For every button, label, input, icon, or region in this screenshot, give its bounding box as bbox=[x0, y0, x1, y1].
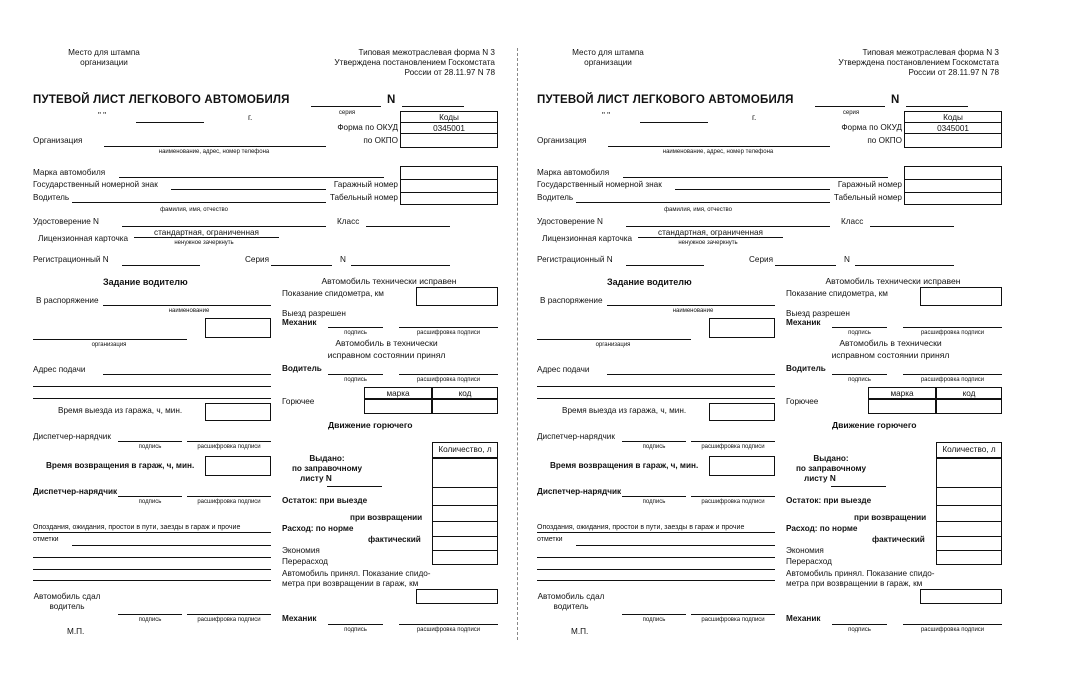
garage-number-label: Гаражный номер bbox=[837, 180, 902, 189]
accepted-odometer-label: Автомобиль принял. Показание спидо- метра при возвращении в гараж, км bbox=[282, 569, 431, 588]
disposal-label: В распоряжение bbox=[36, 296, 99, 305]
issued-label: Выдано: по заправочному листу N bbox=[291, 454, 363, 483]
okud-label: Форма по ОКУД bbox=[841, 123, 902, 132]
tech-driver-label: Водитель bbox=[786, 364, 826, 373]
series-label: Серия bbox=[245, 255, 270, 264]
tab-number-label: Табельный номер bbox=[833, 193, 902, 202]
card-hint: ненужное зачеркнуть bbox=[678, 240, 738, 246]
day-quotes: " " bbox=[602, 111, 611, 120]
class-field[interactable] bbox=[366, 226, 450, 227]
fuel-code-header: код bbox=[432, 387, 498, 399]
series-field[interactable] bbox=[775, 265, 836, 266]
card-options: стандартная, ограниченная bbox=[154, 228, 259, 237]
economy-label: Экономия bbox=[282, 546, 320, 555]
year-suffix: г. bbox=[752, 113, 757, 122]
departure-time-box[interactable] bbox=[709, 403, 775, 421]
address-field[interactable] bbox=[103, 374, 271, 375]
organization-field[interactable] bbox=[104, 146, 326, 147]
handover-decoding[interactable] bbox=[691, 614, 775, 615]
tech-driver-signature[interactable] bbox=[832, 374, 887, 375]
mechanic-decoding[interactable] bbox=[399, 327, 498, 328]
return-time-label: Время возвращения в гараж, ч, мин. bbox=[550, 461, 699, 470]
dispatcher-label: Диспетчер-нарядчик bbox=[33, 432, 111, 441]
day-quotes: " " bbox=[98, 111, 107, 120]
remain-exit-label: Остаток: при выезде bbox=[282, 496, 368, 505]
odometer-box[interactable] bbox=[920, 287, 1002, 306]
task-title: Задание водителю bbox=[103, 277, 188, 287]
vehicle-brand-field[interactable] bbox=[119, 177, 384, 178]
departure-time-label: Время выезда из гаража, ч, мин. bbox=[58, 406, 183, 415]
vehicle-brand-field[interactable] bbox=[623, 177, 888, 178]
license-field[interactable] bbox=[122, 226, 326, 227]
vehicle-brand-label: Марка автомобиля bbox=[537, 168, 610, 177]
stamp-place-text: Место для штампа организации bbox=[572, 48, 644, 67]
tech-driver-label: Водитель bbox=[282, 364, 322, 373]
odometer-label: Показание спидометра, км bbox=[786, 289, 888, 298]
fuel-qty-column[interactable] bbox=[432, 458, 498, 565]
dispatcher2-decoding[interactable] bbox=[691, 496, 775, 497]
disposal-hint: наименование bbox=[672, 308, 714, 314]
disposal-code-box[interactable] bbox=[205, 318, 271, 338]
class-field[interactable] bbox=[870, 226, 954, 227]
fuel-code-header: код bbox=[936, 387, 1002, 399]
n-label: N bbox=[340, 255, 346, 264]
tech-driver-decoding[interactable] bbox=[399, 374, 498, 375]
mechanic-decoding[interactable] bbox=[903, 327, 1002, 328]
handover-label: Автомобиль сдал водитель bbox=[537, 592, 605, 611]
page-title: ПУТЕВОЙ ЛИСТ ЛЕГКОВОГО АВТОМОБИЛЯ bbox=[33, 94, 290, 106]
odometer-box[interactable] bbox=[416, 287, 498, 306]
form-info-text: Типовая межотраслевая форма N 3 Утверждена постановлением Госкомстата России от 28.11.97 N 78 bbox=[838, 48, 999, 77]
disposal-label: В распоряжение bbox=[540, 296, 603, 305]
return-odometer-box[interactable] bbox=[416, 589, 498, 604]
license-label: Удостоверение N bbox=[537, 217, 603, 226]
dispatcher-signature[interactable] bbox=[118, 441, 182, 442]
garage-tab-box bbox=[904, 166, 1002, 205]
handover-label: Автомобиль сдал водитель bbox=[33, 592, 101, 611]
mechanic-signature[interactable] bbox=[832, 327, 887, 328]
n-label: N bbox=[844, 255, 850, 264]
fuel-movement-title: Движение горючего bbox=[328, 420, 413, 430]
registration-label: Регистрационный N bbox=[537, 255, 613, 264]
registration-field[interactable] bbox=[626, 265, 704, 266]
registration-field[interactable] bbox=[122, 265, 200, 266]
number-field[interactable] bbox=[402, 106, 464, 107]
fuel-card-number-field[interactable] bbox=[831, 486, 886, 487]
signature-hint: подпись bbox=[138, 444, 162, 450]
organization-label: Организация bbox=[537, 136, 587, 145]
okpo-field[interactable] bbox=[400, 133, 498, 148]
driver-hint: фамилия, имя, отчество bbox=[664, 207, 732, 213]
issued-label: Выдано: по заправочному листу N bbox=[795, 454, 867, 483]
mechanic2-decoding[interactable] bbox=[903, 624, 1002, 625]
card-hint: ненужное зачеркнуть bbox=[174, 240, 234, 246]
exit-allowed-label: Выезд разрешен bbox=[282, 309, 346, 318]
license-field[interactable] bbox=[626, 226, 830, 227]
mechanic2-signature[interactable] bbox=[832, 624, 887, 625]
plate-label: Государственный номерной знак bbox=[537, 180, 662, 189]
mechanic2-label: Механик bbox=[282, 614, 317, 623]
consumption-norm-label: Расход: по норме bbox=[282, 524, 354, 533]
mechanic2-signature[interactable] bbox=[328, 624, 383, 625]
fuel-qty-column[interactable] bbox=[936, 458, 1002, 565]
notes-label: Опоздания, ожидания, простои в пути, заезды в гараж и прочие bbox=[33, 524, 241, 531]
okpo-label: по ОКПО bbox=[363, 136, 398, 145]
plate-field[interactable] bbox=[675, 189, 830, 190]
odometer-label: Показание спидометра, км bbox=[282, 289, 384, 298]
address-label: Адрес подачи bbox=[33, 365, 86, 374]
series-hint: серия bbox=[338, 110, 356, 116]
okpo-field[interactable] bbox=[904, 133, 1002, 148]
registration-label: Регистрационный N bbox=[33, 255, 109, 264]
codes-header: Коды bbox=[904, 111, 1002, 123]
departure-time-label: Время выезда из гаража, ч, мин. bbox=[562, 406, 687, 415]
qty-header: Количество, л bbox=[936, 442, 1002, 458]
disposal-hint: наименование bbox=[168, 308, 210, 314]
class-label: Класс bbox=[337, 217, 360, 226]
return-odometer-box[interactable] bbox=[920, 589, 1002, 604]
dispatcher-decoding[interactable] bbox=[187, 441, 271, 442]
driver-field[interactable] bbox=[576, 202, 830, 203]
notes-label: Опоздания, ожидания, простои в пути, заезды в гараж и прочие bbox=[537, 524, 745, 531]
overrun-label: Перерасход bbox=[786, 557, 832, 566]
fuel-label: Горючее bbox=[786, 397, 819, 406]
tab-number-label: Табельный номер bbox=[329, 193, 398, 202]
accepted-odometer-label: Автомобиль принял. Показание спидо- метра при возвращении в гараж, км bbox=[786, 569, 935, 588]
fuel-brand-field[interactable] bbox=[868, 399, 936, 414]
dispatcher-label: Диспетчер-нарядчик bbox=[537, 432, 615, 441]
disposal-code-box[interactable] bbox=[709, 318, 775, 338]
plate-field[interactable] bbox=[171, 189, 326, 190]
decoding-hint: расшифровка подписи bbox=[701, 444, 765, 450]
organization-task-hint: организация bbox=[91, 342, 127, 348]
date-field[interactable] bbox=[136, 122, 204, 123]
consumption-actual-label: фактический bbox=[872, 535, 925, 544]
decoding-hint: расшифровка подписи bbox=[197, 444, 261, 450]
dispatcher2-label: Диспетчер-нарядчик bbox=[33, 487, 118, 496]
form-info-text: Типовая межотраслевая форма N 3 Утверждена постановлением Госкомстата России от 28.11.97 N 78 bbox=[334, 48, 495, 77]
garage-number-label: Гаражный номер bbox=[333, 180, 398, 189]
organization-field[interactable] bbox=[608, 146, 830, 147]
overrun-label: Перерасход bbox=[282, 557, 328, 566]
notes-field[interactable] bbox=[72, 545, 271, 546]
okud-value: 0345001 bbox=[904, 122, 1002, 134]
remain-return-label: при возвращении bbox=[854, 513, 927, 522]
driver-label: Водитель bbox=[33, 193, 70, 202]
fuel-label: Горючее bbox=[282, 397, 315, 406]
tech-driver-signature[interactable] bbox=[328, 374, 383, 375]
organization-hint: наименование, адрес, номер телефона bbox=[158, 149, 270, 155]
stamp-place-text: Место для штампа организации bbox=[68, 48, 140, 67]
return-time-box[interactable] bbox=[709, 456, 775, 476]
notes-label-2: отметки bbox=[33, 536, 59, 543]
number-label: N bbox=[891, 94, 900, 106]
waybill-form-left: Место для штампа организации Типовая межотраслевая форма N 3 Утверждена постановлением Госкомстата России от 28.11.97 N 78 ПУТЕВОЙ ЛИСТ ЛЕГКОВОГО АВТОМОБИЛЯ N серия " " г. Коды Форма по ОКУД 0345001 по ОКПО Организация наименование, адрес, номер телефона Марка автомобиля Государственный номерной знак Гаражный номер Водитель Табельный номер фамилия, имя, отчество Удостоверение N Класс Лицензионная карточка стандартная, ограниченная ненужное зачеркнуть Регистрационный N Серия N Задание водителю В распоряжение наименование организация Адрес подачи Время выезда из гаража, ч, мин. Диспетчер-нарядчик подпись расшифровка подписи Время возвращения в гараж, ч, мин. Диспетчер-нарядчик подпись расшифровка подписи Опоздания, ожидания, простои в пути, заезды в гараж и прочие отметки Автомобиль сдал водитель подпись расшифровка подписи М.П. Автомобиль технически исправен Показание спидометра, км Выезд разрешен Механик подпись расшифровка подписи Автомобиль в технически исправном состоянии принял Водитель подпись расшифровка подписи Горючее марка код Движение горючего Количество, л Выдано: по заправочному листу N Остаток: при выезде при возвращении Расход: по норме фактический Экономия Перерасход Автомобиль принял. Показание спидо- метра при возвращении в гараж, км Механик подпись расшифровка подписи bbox=[14, 0, 514, 698]
fuel-brand-field[interactable] bbox=[364, 399, 432, 414]
tech-ok-title: Автомобиль технически исправен bbox=[321, 276, 457, 286]
departure-time-box[interactable] bbox=[205, 403, 271, 421]
page-title: ПУТЕВОЙ ЛИСТ ЛЕГКОВОГО АВТОМОБИЛЯ bbox=[537, 94, 794, 106]
disposal-field[interactable] bbox=[607, 305, 775, 306]
return-time-label: Время возвращения в гараж, ч, мин. bbox=[46, 461, 195, 470]
task-title: Задание водителю bbox=[607, 277, 692, 287]
driver-field[interactable] bbox=[72, 202, 326, 203]
accepted-title: Автомобиль в технически исправном состоянии принял bbox=[327, 338, 446, 360]
notes-label-2: отметки bbox=[537, 536, 563, 543]
driver-hint: фамилия, имя, отчество bbox=[160, 207, 228, 213]
plate-label: Государственный номерной знак bbox=[33, 180, 158, 189]
fuel-brand-header: марка bbox=[868, 387, 936, 399]
vehicle-brand-label: Марка автомобиля bbox=[33, 168, 106, 177]
mechanic-label: Механик bbox=[282, 318, 317, 327]
remain-exit-label: Остаток: при выезде bbox=[786, 496, 872, 505]
tech-ok-title: Автомобиль технически исправен bbox=[825, 276, 961, 286]
waybill-form-right: Место для штампа организации Типовая межотраслевая форма N 3 Утверждена постановлением Госкомстата России от 28.11.97 N 78 ПУТЕВОЙ ЛИСТ ЛЕГКОВОГО АВТОМОБИЛЯ N серия " " г. Коды Форма по ОКУД 0345001 по ОКПО Организация наименование, адрес, номер телефона Марка автомобиля Государственный номерной знак Гаражный номер Водитель Табельный номер фамилия, имя, отчество Удостоверение N Класс Лицензионная карточка стандартная, ограниченная ненужное зачеркнуть Регистрационный N Серия N Задание водителю В распоряжение наименование организация Адрес подачи Время выезда из гаража, ч, мин. Диспетчер-нарядчик подпись расшифровка подписи Время возвращения в гараж, ч, мин. Диспетчер-нарядчик подпись расшифровка подписи Опоздания, ожидания, простои в пути, заезды в гараж и прочие отметки Автомобиль сдал водитель подпись расшифровка подписи М.П. Автомобиль технически исправен Показание спидометра, км Выезд разрешен Механик подпись расшифровка подписи Автомобиль в технически исправном состоянии принял Водитель подпись расшифровка подписи Горючее марка код Движение горючего Количество, л Выдано: по заправочному листу N Остаток: при выезде при возвращении Расход: по норме фактический Экономия Перерасход Автомобиль принял. Показание спидо- метра при возвращении в гараж, км Механик подпись расшифровка подписи bbox=[518, 0, 1018, 698]
okpo-label: по ОКПО bbox=[867, 136, 902, 145]
license-label: Удостоверение N bbox=[33, 217, 99, 226]
mechanic2-decoding[interactable] bbox=[399, 624, 498, 625]
address-field[interactable] bbox=[607, 374, 775, 375]
okud-label: Форма по ОКУД bbox=[337, 123, 398, 132]
year-suffix: г. bbox=[248, 113, 253, 122]
garage-tab-box bbox=[400, 166, 498, 205]
organization-task-hint: организация bbox=[595, 342, 631, 348]
dispatcher2-decoding[interactable] bbox=[187, 496, 271, 497]
handover-signature[interactable] bbox=[622, 614, 686, 615]
fuel-movement-title: Движение горючего bbox=[832, 420, 917, 430]
economy-label: Экономия bbox=[786, 546, 824, 555]
number-field[interactable] bbox=[906, 106, 968, 107]
accepted-title: Автомобиль в технически исправном состоянии принял bbox=[831, 338, 950, 360]
fuel-brand-header: марка bbox=[364, 387, 432, 399]
exit-allowed-label: Выезд разрешен bbox=[786, 309, 850, 318]
handover-decoding[interactable] bbox=[187, 614, 271, 615]
notes-field[interactable] bbox=[576, 545, 775, 546]
card-options: стандартная, ограниченная bbox=[658, 228, 763, 237]
mechanic-signature[interactable] bbox=[328, 327, 383, 328]
date-field[interactable] bbox=[640, 122, 708, 123]
card-label: Лицензионная карточка bbox=[38, 234, 129, 243]
card-label: Лицензионная карточка bbox=[542, 234, 633, 243]
fuel-card-number-field[interactable] bbox=[327, 486, 382, 487]
dispatcher2-signature[interactable] bbox=[622, 496, 686, 497]
fuel-code-field[interactable] bbox=[432, 399, 498, 414]
series-label: Серия bbox=[749, 255, 774, 264]
dispatcher-decoding[interactable] bbox=[691, 441, 775, 442]
okud-value: 0345001 bbox=[400, 122, 498, 134]
dispatcher2-signature[interactable] bbox=[118, 496, 182, 497]
fuel-code-field[interactable] bbox=[936, 399, 1002, 414]
consumption-norm-label: Расход: по норме bbox=[786, 524, 858, 533]
return-time-box[interactable] bbox=[205, 456, 271, 476]
dispatcher-signature[interactable] bbox=[622, 441, 686, 442]
organization-hint: наименование, адрес, номер телефона bbox=[662, 149, 774, 155]
n-field[interactable] bbox=[351, 265, 450, 266]
tech-driver-decoding[interactable] bbox=[903, 374, 1002, 375]
series-field[interactable] bbox=[271, 265, 332, 266]
organization-task-field[interactable] bbox=[33, 339, 187, 340]
handover-signature[interactable] bbox=[118, 614, 182, 615]
series-hint: серия bbox=[842, 110, 860, 116]
remain-return-label: при возвращении bbox=[350, 513, 423, 522]
mechanic-label: Механик bbox=[786, 318, 821, 327]
class-label: Класс bbox=[841, 217, 864, 226]
stamp-mp: М.П. bbox=[571, 627, 589, 636]
mechanic2-label: Механик bbox=[786, 614, 821, 623]
consumption-actual-label: фактический bbox=[368, 535, 421, 544]
n-field[interactable] bbox=[855, 265, 954, 266]
number-label: N bbox=[387, 94, 396, 106]
signature-hint: подпись bbox=[642, 444, 666, 450]
disposal-field[interactable] bbox=[103, 305, 271, 306]
qty-header: Количество, л bbox=[432, 442, 498, 458]
organization-task-field[interactable] bbox=[537, 339, 691, 340]
codes-header: Коды bbox=[400, 111, 498, 123]
stamp-mp: М.П. bbox=[67, 627, 85, 636]
organization-label: Организация bbox=[33, 136, 83, 145]
dispatcher2-label: Диспетчер-нарядчик bbox=[537, 487, 622, 496]
driver-label: Водитель bbox=[537, 193, 574, 202]
address-label: Адрес подачи bbox=[537, 365, 590, 374]
